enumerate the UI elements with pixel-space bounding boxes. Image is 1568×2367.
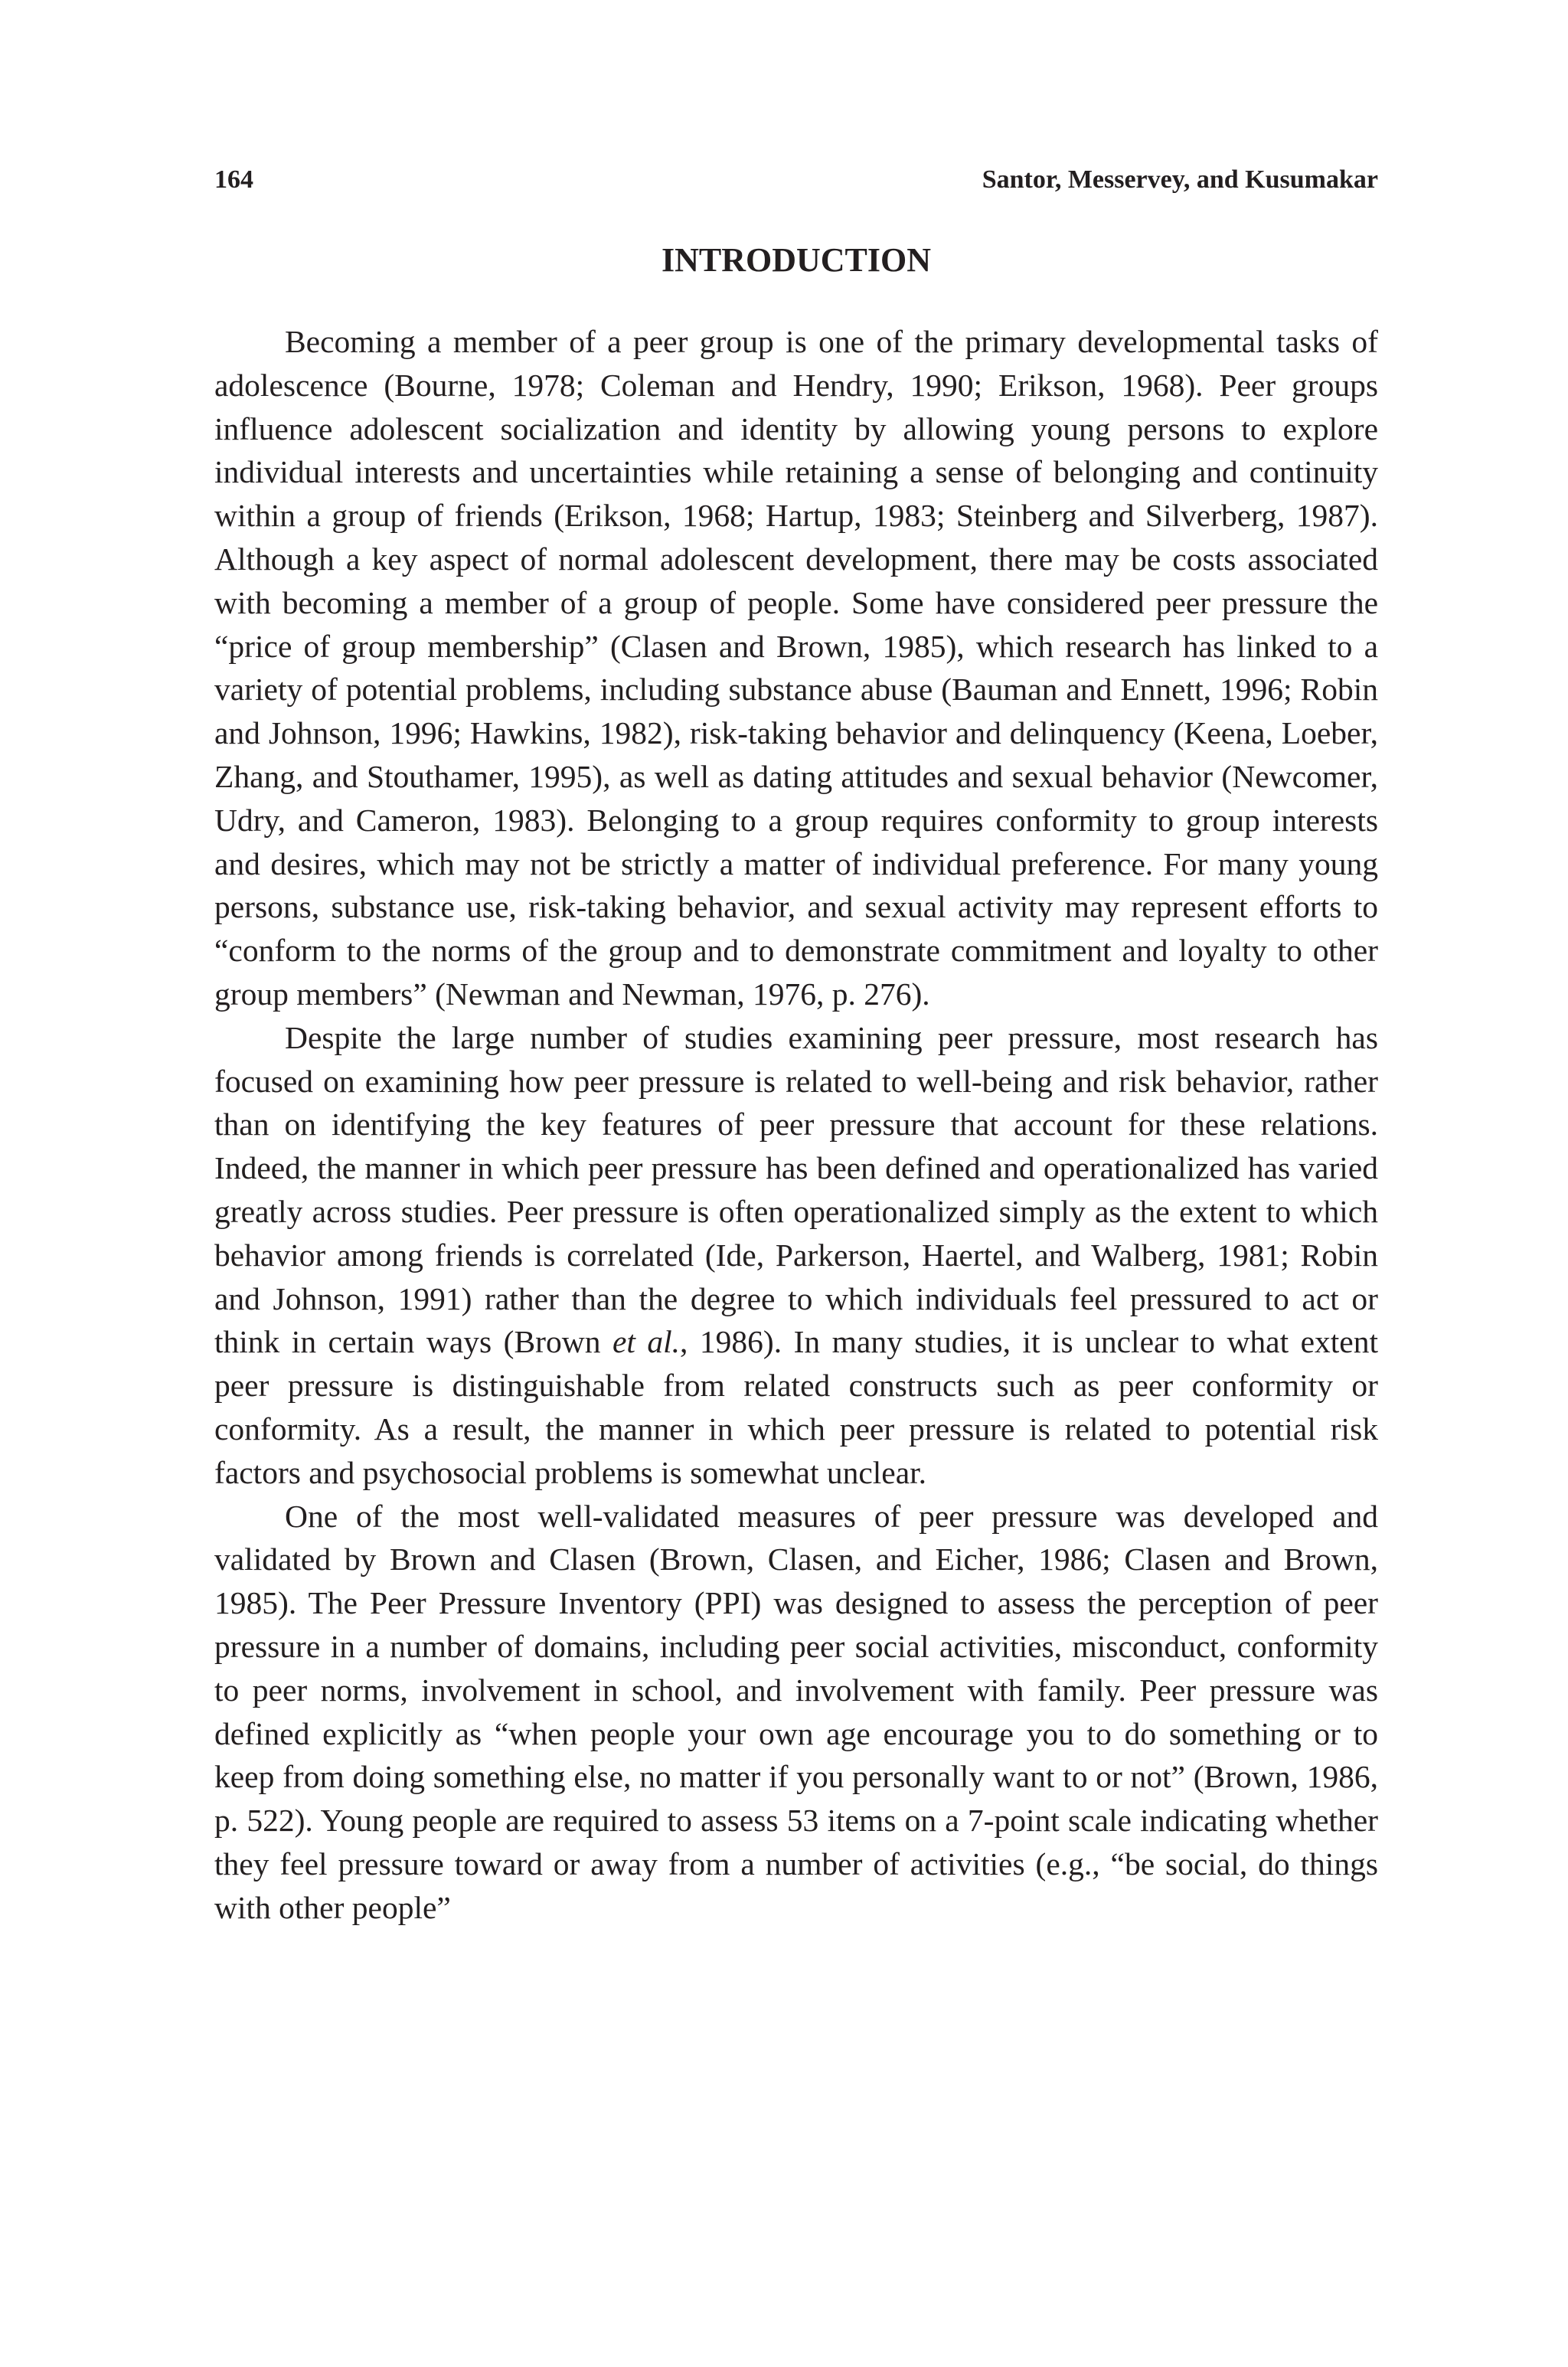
body-text <box>214 320 1378 1929</box>
section-heading: INTRODUCTION <box>661 241 932 279</box>
paragraph-2-italic-et-al: et al. <box>612 1324 681 1360</box>
paragraph-2-text-end: , 1986). In many studies, it is unclear to what extent peer pressure is distinguishable from related constructs such as peer conformity or conformity. As a result, the manner in which peer pressure is related to potential risk factors and psychosocial problems is somewhat unclear. <box>214 1324 1379 1490</box>
paragraph-3: One of the most well-validated measures of peer pressure was developed and validated by Brown and Clasen (Brown, Clasen, and Eicher, 1986; Clasen and Brown, 1985). The Peer Pressure Inventory (PPI) was designed to assess the perception of peer pressure in a number of domains, including peer social activities, misconduct, conformity to peer norms, involvement in school, and involvement with family. Peer pressure was defined explicitly as “when people your own age encourage you to do something or to keep from doing something else, no matter if you personally want to or not” (Brown, 1986, p. 522). Young people are required to assess 53 items on a 7-point scale indicating whether they feel pressure toward or away from a number of activities (e.g., “be social, do things with other people” <box>214 1498 1378 1925</box>
paragraph-2 <box>214 1016 1378 1495</box>
running-head <box>214 161 1378 199</box>
page-number: 164 <box>214 165 253 194</box>
paragraph-1: Becoming a member of a peer group is one of the primary developmental tasks of adolescence (Bourne, 1978; Coleman and Hendry, 1990; Erikson, 1968). Peer groups influence adolescent socialization and identity by allowing young persons to explore individual interests and uncertainties while retaining a sense of belonging and continuity within a group of friends (Erikson, 1968; Hartup, 1983; Steinberg and Silverberg, 1987). Although a key aspect of normal adolescent development, there may be costs associated with becoming a member of a group of people. Some have considered peer pressure the “price of group membership” (Clasen and Brown, 1985), which research has linked to a variety of potential problems, including substance abuse (Bauman and Ennett, 1996; Robin and Johnson, 1996; Hawkins, 1982), risk-taking behavior and delinquency (Keena, Loeber, Zhang, and Stouthamer, 1995), as well as dating attitudes and sexual behavior (Newcomer, Udry, and Cameron, 1983). Belonging to a group requires conformity to group interests and desires, which may not be strictly a matter of individual preference. For many young persons, substance use, risk-taking behavior, and sexual activity may represent efforts to “conform to the norms of the group and to demonstrate commitment and loyalty to other group members” (Newman and Newman, 1976, p. 276). <box>214 324 1378 1012</box>
running-head-authors: Santor, Messervey, and Kusumakar <box>982 165 1378 194</box>
paragraph-2-text-start: Despite the large number of studies examining peer pressure, most research has focused on examining how peer pressure is related to well-being and risk behavior, rather than on identifying the key features of peer pressure that account for these relations. Indeed, the manner in which peer pressure has been defined and operationalized has varied greatly across studies. Peer pressure is often operationalized simply as the extent to which behavior among friends is correlated (Ide, Parkerson, Haertel, and Walberg, 1981; Robin and Johnson, 1991) rather than the degree to which individuals feel pressured to act or think in certain ways (Brown <box>214 1019 1378 1360</box>
